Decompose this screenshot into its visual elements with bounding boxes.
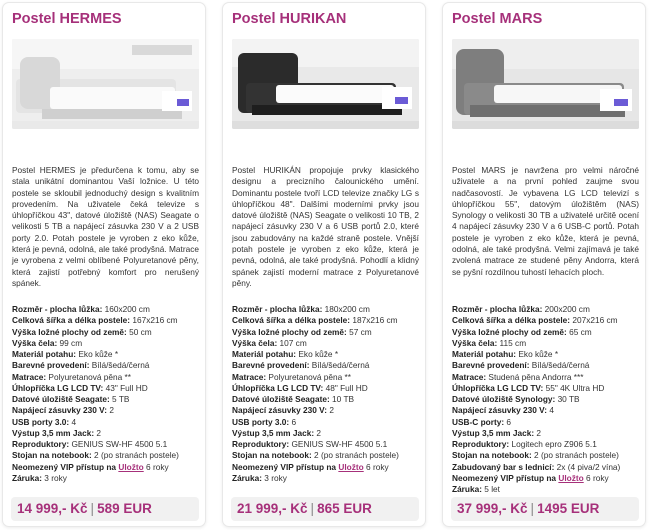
product-title[interactable]: Postel MARS xyxy=(452,11,543,27)
spec-row xyxy=(232,439,426,450)
spec-row xyxy=(452,484,646,495)
spec-value: 6 roky xyxy=(583,472,609,483)
ulozto-link[interactable]: Uložto xyxy=(118,461,144,472)
spec-row xyxy=(232,394,426,405)
spec-row xyxy=(12,394,206,405)
spec-value: 107 cm xyxy=(277,337,307,348)
spec-label: Rozměr - plocha lůžka: xyxy=(452,304,543,314)
price-box xyxy=(11,497,199,521)
spec-label: USB porty 3.0: xyxy=(12,416,70,427)
spec-value: Polyuretanová pěna ** xyxy=(266,371,351,382)
spec-value: Logitech epro Z906 5.1 xyxy=(509,439,597,449)
spec-value: GENIUS SW-HF 4500 5.1 xyxy=(289,439,388,449)
spec-row xyxy=(452,417,646,428)
product-description: Postel HURIKÁN propojuje prvky klasického designu a precizního čalounického umění. Dominantu postele tvoří LCD televize značky LG s úhlopříčkou 48". Dalšími moderními prvky jsou datové úložiště (NAS) Seagate o velikosti 10 TB, 2 napájecí zásuvky 230 V a 6 USB portů 2.0, které jsou zabudovány na každé straně postele. Vnější potah postele je vyroben z eko kůže, která je pevná, odolná, ale také prodyšná. Pohodlí a klidný spánek zajistí moderní matrace z Polyuretanové pěny. xyxy=(232,165,419,288)
spec-row xyxy=(12,428,206,439)
bed-photo-icon xyxy=(12,39,199,129)
spec-value: 187x216 cm xyxy=(350,315,398,326)
spec-label: Záruka: xyxy=(452,484,482,494)
spec-value: 200x200 cm xyxy=(542,304,590,314)
spec-label: Napájecí zásuvky 230 V: xyxy=(232,405,328,416)
spec-row xyxy=(232,417,426,428)
spec-label: Napájecí zásuvky 230 V: xyxy=(452,405,548,416)
spec-value: 160x200 cm xyxy=(102,304,150,314)
spec-value: 55" 4K Ultra HD xyxy=(543,382,605,393)
price-separator: | xyxy=(530,501,535,516)
spec-row xyxy=(12,450,206,461)
spec-value: Eko kůže * xyxy=(76,349,119,359)
spec-value: 2 xyxy=(534,427,542,438)
spec-row xyxy=(232,383,426,394)
product-photo[interactable] xyxy=(232,39,419,129)
spec-value: 180x200 cm xyxy=(322,304,370,314)
spec-label: Výstup 3,5 mm Jack: xyxy=(452,427,535,438)
spec-value: 3 roky xyxy=(261,472,287,483)
spec-label: Výška čela: xyxy=(452,337,498,348)
spec-row xyxy=(452,383,646,394)
spec-row xyxy=(232,349,426,360)
spec-row xyxy=(12,372,206,383)
spec-row xyxy=(452,315,646,326)
spec-row xyxy=(452,327,646,338)
price-box xyxy=(451,497,639,521)
spec-row xyxy=(232,450,426,461)
spec-label: Stojan na notebook: xyxy=(452,450,532,461)
product-title[interactable]: Postel HERMES xyxy=(12,11,122,27)
spec-row xyxy=(232,327,426,338)
ulozto-link[interactable]: Uložto xyxy=(338,461,364,472)
spec-value: 167x216 cm xyxy=(130,315,178,326)
spec-label: Stojan na notebook: xyxy=(232,450,312,461)
spec-value: 2x (4 piva/2 vína) xyxy=(554,461,621,472)
spec-label: Reproduktory: xyxy=(12,439,70,449)
spec-label: Celková šířka a délka postele: xyxy=(12,315,131,326)
spec-value: 115 cm xyxy=(497,337,527,348)
spec-row xyxy=(452,304,646,315)
spec-value: 2 xyxy=(327,405,334,416)
spec-row xyxy=(452,394,646,405)
spec-row xyxy=(452,428,646,439)
product-specs xyxy=(452,304,646,495)
spec-row xyxy=(452,405,646,416)
spec-label: Neomezený VIP přístup na xyxy=(232,461,339,472)
price-eur: 1495 EUR xyxy=(537,501,600,516)
spec-row xyxy=(452,450,646,461)
spec-label: Materiál potahu: xyxy=(12,349,77,359)
spec-value: 4 xyxy=(547,405,554,416)
spec-row xyxy=(12,304,206,315)
spec-label: Úhlopříčka LG LCD TV: xyxy=(232,382,324,393)
spec-value: 2 xyxy=(107,405,114,416)
spec-label: Výška ložné plochy od země: xyxy=(12,326,127,337)
spec-row xyxy=(12,338,206,349)
spec-label: Materiál potahu: xyxy=(232,349,297,359)
spec-row xyxy=(12,417,206,428)
spec-label: Napájecí zásuvky 230 V: xyxy=(12,405,108,416)
spec-label: Výstup 3,5 mm Jack: xyxy=(12,427,95,438)
spec-label: Datové úložiště Seagate: xyxy=(232,394,330,404)
spec-label: Celková šířka a délka postele: xyxy=(232,315,351,326)
product-description: Postel HERMES je předurčena k tomu, aby se stala unikátní dominantou Vaší ložnice. U této postele se skloubil jednoduchý design s kvalitním provedením. Na uživatele čeká televize s úhlopříčkou 43", datové úložiště (NAS) Seagate o velikosti 5 TB a napájecí zásuvka 230 V a 2 USB porty 2.0. Potah postele je vyroben z eko kůže, která je pevná, odolná, ale také prodyšná. Matrace je vyrobena z velmi oblíbené Polyuretanové pěny, která zajistí potřebný komfort pro nerušený spánek. xyxy=(12,165,199,288)
spec-row xyxy=(232,338,426,349)
spec-label: Výška čela: xyxy=(232,337,278,348)
spec-label: Matrace: xyxy=(232,371,267,382)
spec-row xyxy=(12,383,206,394)
spec-label: Výška ložné plochy od země: xyxy=(232,326,347,337)
product-photo[interactable] xyxy=(12,39,199,129)
spec-row xyxy=(452,473,646,484)
spec-value: 48" Full HD xyxy=(323,382,368,393)
spec-value: 3 roky xyxy=(41,472,67,483)
spec-label: Barevné provedení: xyxy=(12,360,90,371)
spec-label: Neomezený VIP přístup na xyxy=(12,461,119,472)
spec-label: Barevné provedení: xyxy=(452,360,530,371)
spec-label: Úhlopříčka LG LCD TV: xyxy=(12,382,104,393)
spec-value: 2 xyxy=(314,427,322,438)
spec-value: 2 (po stranách postele) xyxy=(91,450,179,461)
spec-value: GENIUS SW-HF 4500 5.1 xyxy=(69,439,168,449)
spec-row xyxy=(232,428,426,439)
spec-label: Barevné provedení: xyxy=(232,360,310,371)
price-eur: 865 EUR xyxy=(317,501,372,516)
spec-row xyxy=(452,349,646,360)
product-card-mars xyxy=(442,2,646,527)
spec-row xyxy=(452,360,646,371)
spec-row xyxy=(12,315,206,326)
product-specs xyxy=(12,304,206,484)
spec-label: Výška čela: xyxy=(12,337,58,348)
spec-row xyxy=(232,473,426,484)
spec-label: Neomezený VIP přístup na xyxy=(452,472,559,483)
spec-row xyxy=(12,405,206,416)
spec-value: 43" Full HD xyxy=(103,382,148,393)
price-separator: | xyxy=(310,501,315,516)
spec-row xyxy=(232,372,426,383)
spec-value: 10 TB xyxy=(329,394,355,404)
spec-label: Výstup 3,5 mm Jack: xyxy=(232,427,315,438)
price-czk: 37 999,- Kč xyxy=(457,501,528,516)
bed-photo-icon xyxy=(232,39,419,129)
spec-value: 4 xyxy=(69,416,77,427)
spec-value: 6 xyxy=(504,416,512,427)
spec-value: 5 TB xyxy=(109,394,130,404)
spec-label: Stojan na notebook: xyxy=(12,450,92,461)
price-eur: 589 EUR xyxy=(97,501,152,516)
spec-row xyxy=(452,462,646,473)
spec-row xyxy=(232,405,426,416)
spec-label: Záruka: xyxy=(12,472,42,483)
spec-row xyxy=(12,439,206,450)
spec-value: 2 (po stranách postele) xyxy=(531,450,619,461)
spec-value: 65 cm xyxy=(566,326,592,337)
price-box xyxy=(231,497,419,521)
spec-row xyxy=(452,439,646,450)
spec-label: Reproduktory: xyxy=(452,439,510,449)
spec-row xyxy=(232,304,426,315)
spec-row xyxy=(12,349,206,360)
spec-row xyxy=(232,360,426,371)
spec-row xyxy=(12,360,206,371)
product-specs xyxy=(232,304,426,484)
spec-row xyxy=(12,473,206,484)
spec-value: 6 xyxy=(289,416,297,427)
product-card-hermes xyxy=(2,2,206,527)
spec-row xyxy=(452,338,646,349)
spec-row xyxy=(232,315,426,326)
product-photo[interactable] xyxy=(452,39,639,129)
spec-label: Zabudovaný bar s lednicí: xyxy=(452,461,555,472)
spec-label: Celková šířka a délka postele: xyxy=(452,315,571,326)
ulozto-link[interactable]: Uložto xyxy=(558,472,584,483)
spec-label: Materiál potahu: xyxy=(452,349,517,359)
spec-value: Bílá/šedá/černá xyxy=(529,360,590,371)
price-czk: 21 999,- Kč xyxy=(237,501,308,516)
spec-row xyxy=(452,372,646,383)
spec-value: Polyuretanová pěna ** xyxy=(46,371,131,382)
spec-label: Datové úložiště Synology: xyxy=(452,394,556,404)
spec-label: Rozměr - plocha lůžka: xyxy=(232,304,323,314)
spec-value: 2 (po stranách postele) xyxy=(311,450,399,461)
spec-value: Eko kůže * xyxy=(516,349,559,359)
spec-value: Eko kůže * xyxy=(296,349,339,359)
price-czk: 14 999,- Kč xyxy=(17,501,88,516)
spec-value: 5 let xyxy=(481,484,500,494)
spec-row xyxy=(12,327,206,338)
spec-value: Bílá/šedá/černá xyxy=(89,360,150,371)
spec-value: 99 cm xyxy=(57,337,83,348)
spec-label: USB-C porty: xyxy=(452,416,505,427)
spec-row xyxy=(12,462,206,473)
spec-value: 6 roky xyxy=(363,461,389,472)
spec-value: Bílá/šedá/černá xyxy=(309,360,370,371)
price-separator: | xyxy=(90,501,95,516)
spec-label: Datové úložiště Seagate: xyxy=(12,394,110,404)
spec-label: Úhlopříčka LG LCD TV: xyxy=(452,382,544,393)
spec-value: 6 roky xyxy=(143,461,169,472)
product-title[interactable]: Postel HURIKAN xyxy=(232,11,347,27)
spec-label: Výška ložné plochy od země: xyxy=(452,326,567,337)
bed-photo-icon xyxy=(452,39,639,129)
spec-value: 207x216 cm xyxy=(570,315,618,326)
spec-label: Rozměr - plocha lůžka: xyxy=(12,304,103,314)
spec-label: Matrace: xyxy=(12,371,47,382)
spec-label: Matrace: xyxy=(452,371,487,382)
spec-label: Reproduktory: xyxy=(232,439,290,449)
spec-label: USB porty 3.0: xyxy=(232,416,290,427)
spec-value: 50 cm xyxy=(126,326,152,337)
product-description: Postel MARS je navržena pro velmi náročné uživatele a na první pohled zaujme svou nadčasovostí. Je vybavena LG LCD televizí s úhlopříčkou 55", datovým úložištěm (NAS) Synology o velikosti 30 TB a uživatelé určitě ocení 4 napájecí zásuvky 230 V a 6 USB-C portů. Potah postele je vyroben z eko kůže, která je pevná, odolná, ale také prodyšná. Velmi zajímavá je také zvolená matrace ze studené pěny Andorra, která se pyšní rozdílnou tuhostí lehacích ploch. xyxy=(452,165,639,277)
spec-value: 2 xyxy=(94,427,102,438)
product-card-hurikan xyxy=(222,2,426,527)
spec-value: 57 cm xyxy=(346,326,372,337)
spec-row xyxy=(232,462,426,473)
spec-label: Záruka: xyxy=(232,472,262,483)
spec-value: Studená pěna Andorra *** xyxy=(486,371,584,382)
spec-value: 30 TB xyxy=(555,394,580,404)
